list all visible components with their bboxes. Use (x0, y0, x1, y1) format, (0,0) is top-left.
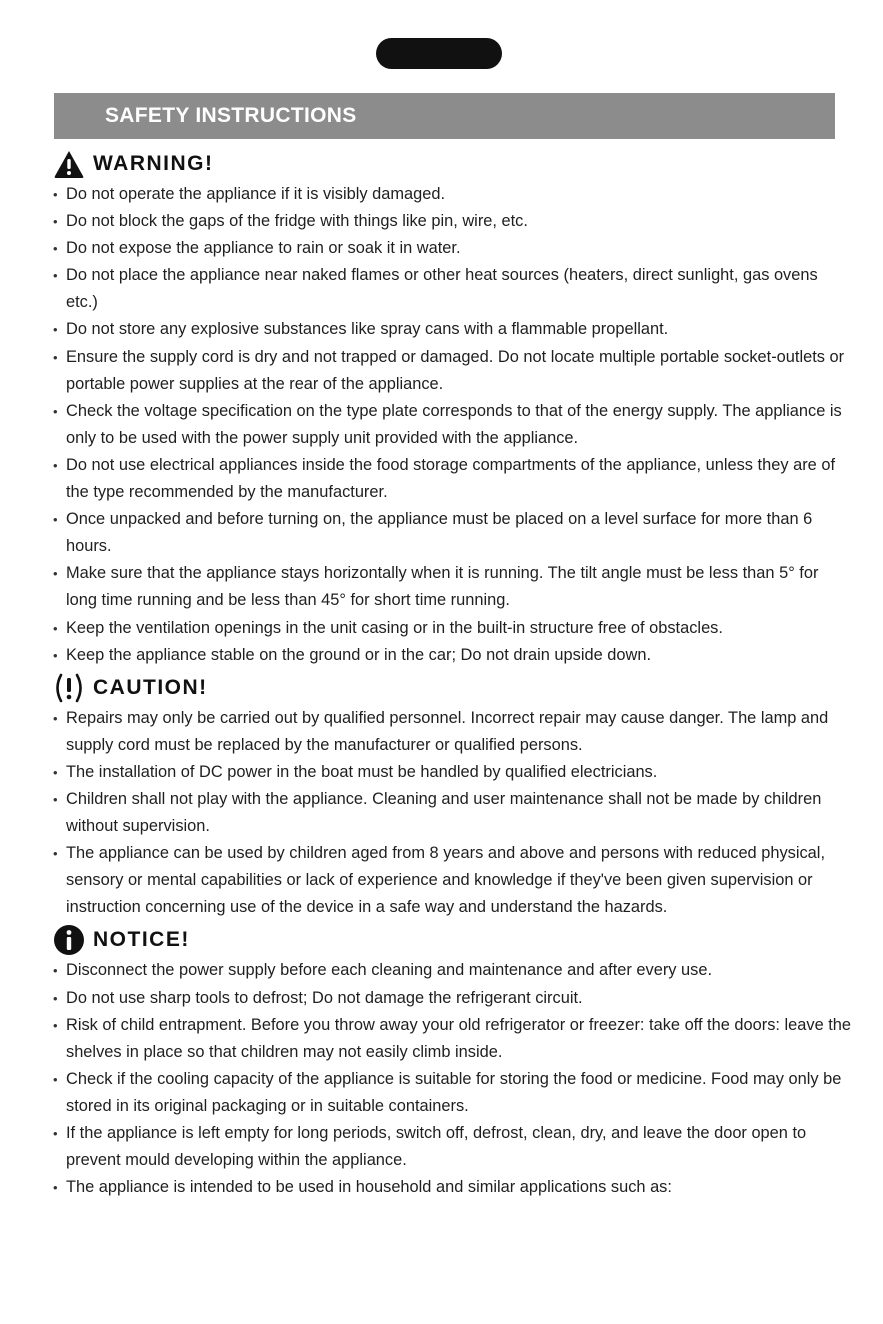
warning-heading (52, 147, 852, 181)
list-item: • Children shall not play with the appliance. Cleaning and user maintenance shall not be made by children without supervision. (52, 786, 852, 840)
list-item: • Do not use electrical appliances inside the food storage compartments of the appliance, unless they are of the type recommended by the manufacturer. (52, 452, 852, 506)
warning-list (52, 181, 852, 669)
list-item: • Do not block the gaps of the fridge with things like pin, wire, etc. (52, 208, 852, 235)
list-item: • Check if the cooling capacity of the appliance is suitable for storing the food or medicine. Food may only be stored in its original packaging or in suitable containers. (52, 1066, 852, 1120)
warning-title: WARNING! (93, 152, 214, 175)
list-item: • Disconnect the power supply before each cleaning and maintenance and after every use. (52, 957, 852, 984)
warning-triangle-icon (52, 148, 86, 180)
caution-list (52, 705, 852, 922)
list-item: • The installation of DC power in the boat must be handled by qualified electricians. (52, 759, 852, 786)
list-item: • Once unpacked and before turning on, the appliance must be placed on a level surface for more than 6 hours. (52, 506, 852, 560)
list-item: • Do not place the appliance near naked flames or other heat sources (heaters, direct sunlight, gas ovens etc.) (52, 262, 852, 316)
notice-heading (52, 923, 852, 957)
caution-title: CAUTION! (93, 675, 208, 699)
list-item: • If the appliance is left empty for long periods, switch off, defrost, clean, dry, and leave the door open to prevent mould developing within the appliance. (52, 1120, 852, 1174)
list-item: • Make sure that the appliance stays horizontally when it is running. The tilt angle must be less than 5° for long time running and be less than 45° for short time running. (52, 560, 852, 614)
caution-exclamation-icon (52, 672, 86, 704)
list-item: • The appliance is intended to be used in household and similar applications such as: (52, 1174, 852, 1201)
section-header-bar (54, 93, 835, 139)
list-item: • Check the voltage specification on the type plate corresponds to that of the energy supply. The appliance is only to be used with the power supply unit provided with the appliance. (52, 398, 852, 452)
list-item: • Do not operate the appliance if it is visibly damaged. (52, 181, 852, 208)
list-item: • Do not store any explosive substances like spray cans with a flammable propellant. (52, 316, 852, 343)
list-item: • Keep the ventilation openings in the unit casing or in the built-in structure free of obstacles. (52, 615, 852, 642)
notice-title: NOTICE! (93, 928, 190, 952)
list-item: • Repairs may only be carried out by qualified personnel. Incorrect repair may cause danger. The lamp and supply cord must be replaced by the manufacturer or qualified persons. (52, 705, 852, 759)
list-item: • Ensure the supply cord is dry and not trapped or damaged. Do not locate multiple portable socket-outlets or portable power supplies at the rear of the appliance. (52, 344, 852, 398)
list-item: • Keep the appliance stable on the ground or in the car; Do not drain upside down. (52, 642, 852, 669)
info-icon (52, 924, 86, 956)
page-tab-marker (376, 38, 502, 69)
caution-heading (52, 671, 852, 705)
section-title: SAFETY INSTRUCTIONS (105, 104, 357, 127)
list-item: • The appliance can be used by children aged from 8 years and above and persons with reduced physical, sensory or mental capabilities or lack of experience and knowledge if they've been given supervision or instruction concerning use of the device in a safe way and understand the hazards. (52, 840, 852, 921)
safety-content (52, 145, 852, 1201)
list-item: • Do not expose the appliance to rain or soak it in water. (52, 235, 852, 262)
notice-list (52, 957, 852, 1201)
list-item: • Risk of child entrapment. Before you throw away your old refrigerator or freezer: take off the doors: leave the shelves in place so that children may not easily climb inside. (52, 1012, 852, 1066)
list-item: • Do not use sharp tools to defrost; Do not damage the refrigerant circuit. (52, 985, 852, 1012)
